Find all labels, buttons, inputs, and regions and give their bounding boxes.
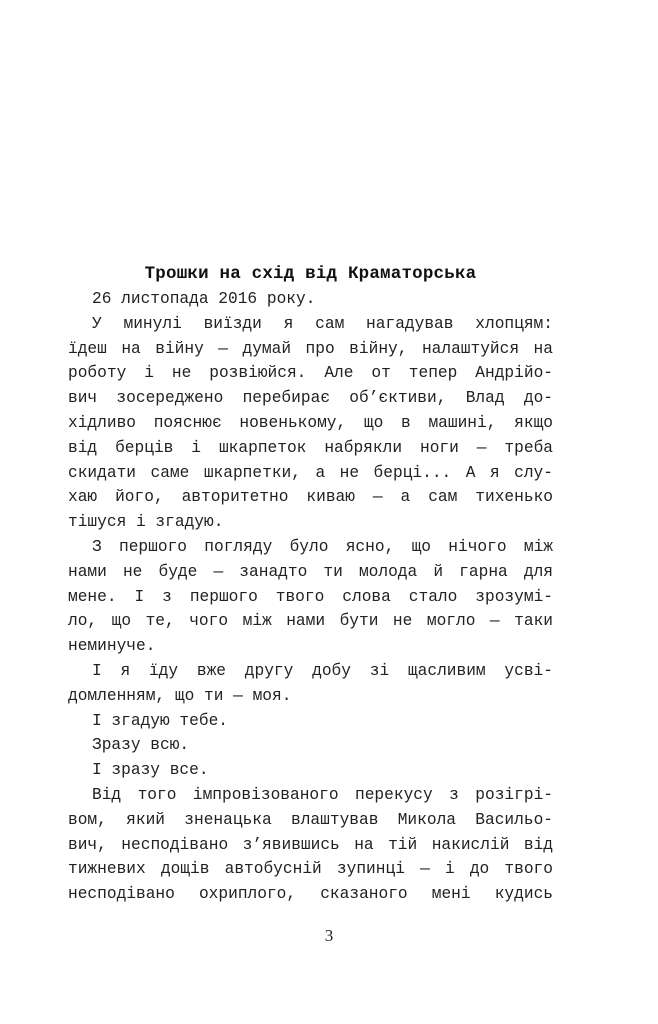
text-line: хаю його, авторитетно киваю — а сам тихенько bbox=[68, 488, 553, 507]
text-line: їдеш на війну — думай про війну, налаштуйся на bbox=[68, 339, 553, 358]
text-line: тижневих дощів автобусній зупинці — і до твого bbox=[68, 860, 553, 879]
text-line: вом, який зненацька влаштував Микола Васильо- bbox=[68, 810, 553, 829]
text-line: мене. І з першого твого слова стало зрозумі- bbox=[68, 587, 553, 606]
page-number: 3 bbox=[324, 926, 334, 945]
text-line: нами не буде — занадто ти молода й гарна для bbox=[68, 562, 553, 581]
paragraph bbox=[68, 733, 553, 758]
text-line: 26 листопада 2016 року. bbox=[92, 290, 316, 308]
text-line: несподівано охриплого, сказаного мені кудись bbox=[68, 885, 553, 904]
paragraph bbox=[68, 758, 553, 783]
text-line: У минулі виїзди я сам нагадував хлопцям: bbox=[92, 314, 553, 333]
text-line: тішуся і згадую. bbox=[68, 513, 224, 532]
text-line: від берців і шкарпеток набрякли ноги — треба bbox=[68, 438, 553, 457]
text-line: неминуче. bbox=[68, 637, 156, 656]
text-line: скидати саме шкарпетки, а не берці... А я слу- bbox=[68, 463, 553, 482]
paragraph bbox=[68, 659, 553, 709]
paragraph bbox=[68, 783, 553, 907]
text-line: Зразу всю. bbox=[92, 736, 190, 755]
text-line: вич, несподівано з’явившись на тій накислій від bbox=[68, 835, 553, 854]
text-line: вич зосереджено перебирає об’єктиви, Влад до- bbox=[68, 389, 553, 408]
text-line: І я їду вже другу добу зі щасливим усві- bbox=[92, 661, 553, 680]
text-line: роботу і не розвіюйся. Але от тепер Андрійо- bbox=[68, 364, 553, 383]
paragraph-date bbox=[68, 287, 553, 312]
text-line: хідливо пояснює новенькому, що в машині, якщо bbox=[68, 413, 553, 432]
paragraph bbox=[68, 535, 553, 659]
text-line: ло, що те, чого між нами бути не могло — таки bbox=[68, 612, 553, 631]
text-line: З першого погляду було ясно, що нічого між bbox=[92, 537, 553, 556]
text-line: домленням, що ти — моя. bbox=[68, 686, 292, 705]
paragraph bbox=[68, 709, 553, 734]
book-page bbox=[68, 262, 553, 907]
paragraph bbox=[68, 312, 553, 535]
text-line: І зразу все. bbox=[92, 761, 209, 780]
text-line: І згадую тебе. bbox=[92, 711, 228, 730]
text-line: Від того імпровізованого перекусу з розігрі- bbox=[92, 785, 553, 804]
chapter-title: Трошки на схід від Краматорська bbox=[144, 264, 477, 284]
